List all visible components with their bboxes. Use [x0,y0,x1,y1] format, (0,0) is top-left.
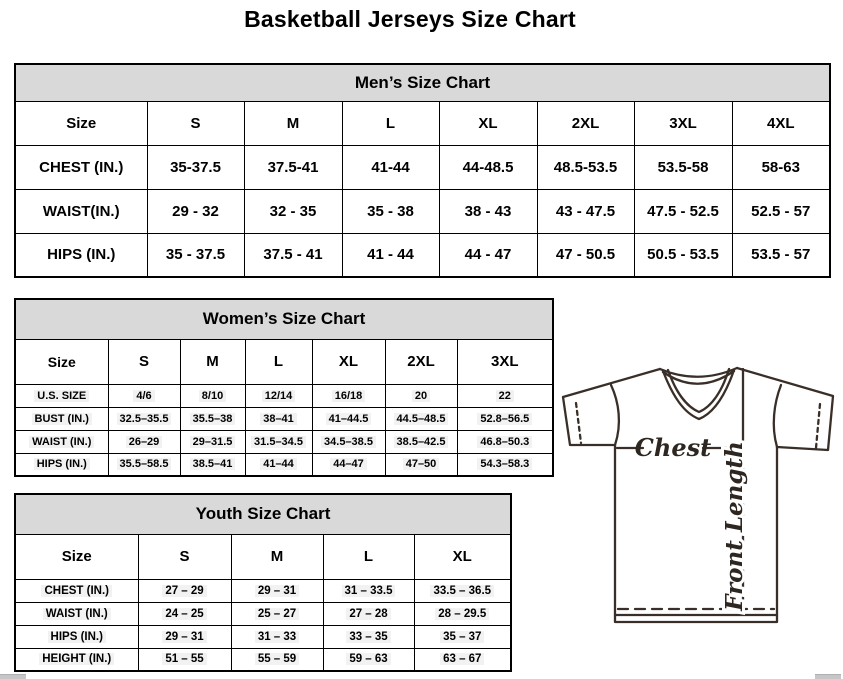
row-label: BUST (IN.) [15,407,108,430]
cell: 31 – 33.5 [323,579,414,602]
cell: 35-37.5 [147,145,244,189]
col-header: Size [15,101,147,145]
row-label: U.S. SIZE [15,384,108,407]
cell: 53.5 - 57 [732,233,830,277]
cell: 41 - 44 [342,233,439,277]
cell: 20 [385,384,457,407]
col-header: Size [15,339,108,384]
cell: 25 – 27 [231,602,323,625]
jersey-left-armhole-seam [611,385,619,445]
row-label: CHEST (IN.) [15,145,147,189]
row-label: HIPS (IN.) [15,625,138,648]
cell: 35.5–58.5 [108,453,180,476]
col-header: 2XL [385,339,457,384]
cell: 31.5–34.5 [245,430,312,453]
col-header: S [138,534,231,579]
cell: 58-63 [732,145,830,189]
cell: 59 – 63 [323,648,414,671]
mens-size-chart-table [14,63,829,276]
col-header: L [323,534,414,579]
cell: 47 - 50.5 [537,233,634,277]
cell: 29 - 32 [147,189,244,233]
cell: 63 – 67 [414,648,511,671]
col-header: S [147,101,244,145]
page-title: Basketball Jerseys Size Chart [244,6,576,32]
left-cuff-dashed-line [576,403,581,443]
cell: 48.5-53.5 [537,145,634,189]
row-label: WAIST (IN.) [15,430,108,453]
cell: 43 - 47.5 [537,189,634,233]
col-header: M [180,339,245,384]
jersey-right-armhole-seam [774,385,781,447]
col-header: L [245,339,312,384]
col-header: L [342,101,439,145]
cell: 55 – 59 [231,648,323,671]
cell: 27 – 28 [323,602,414,625]
col-header: Size [15,534,138,579]
col-header: M [244,101,342,145]
cell: 46.8–50.3 [457,430,553,453]
cell: 24 – 25 [138,602,231,625]
row-label: CHEST (IN.) [15,579,138,602]
table-title: Women’s Size Chart [15,299,553,339]
right-cuff-dashed-line [816,404,820,448]
cell: 53.5-58 [634,145,732,189]
jersey-right-sleeve [737,368,833,450]
cell: 38 - 43 [439,189,537,233]
table-title: Youth Size Chart [15,494,511,534]
cell: 22 [457,384,553,407]
cell: 28 – 29.5 [414,602,511,625]
cell: 4/6 [108,384,180,407]
cell: 47.5 - 52.5 [634,189,732,233]
row-label: HIPS (IN.) [15,453,108,476]
col-header: 2XL [537,101,634,145]
col-header: XL [439,101,537,145]
cell: 37.5-41 [244,145,342,189]
cell: 29 – 31 [231,579,323,602]
cell: 44 - 47 [439,233,537,277]
cell: 41-44 [342,145,439,189]
cell: 33.5 – 36.5 [414,579,511,602]
cell: 50.5 - 53.5 [634,233,732,277]
cell: 29 – 31 [138,625,231,648]
cell: 52.5 - 57 [732,189,830,233]
cell: 32 - 35 [244,189,342,233]
col-header: 3XL [457,339,553,384]
cell: 34.5–38.5 [312,430,385,453]
jersey-measurement-diagram [552,358,843,630]
cell: 38–41 [245,407,312,430]
cell: 44.5–48.5 [385,407,457,430]
cell: 38.5–41 [180,453,245,476]
cell: 35 – 37 [414,625,511,648]
cell: 41–44.5 [312,407,385,430]
col-header: M [231,534,323,579]
cell: 29–31.5 [180,430,245,453]
front-length-label: Front Length [721,441,748,611]
jersey-body-outline [615,445,777,622]
cell: 44–47 [312,453,385,476]
cell: 35 - 38 [342,189,439,233]
womens-size-chart-table [14,298,552,475]
cell: 26–29 [108,430,180,453]
cell: 8/10 [180,384,245,407]
col-header: 3XL [634,101,732,145]
cell: 27 – 29 [138,579,231,602]
col-header: S [108,339,180,384]
cell: 44-48.5 [439,145,537,189]
youth-size-chart-table [14,493,510,670]
chest-label: Chest [634,433,712,462]
cell: 51 – 55 [138,648,231,671]
col-header: 4XL [732,101,830,145]
cell: 12/14 [245,384,312,407]
col-header: XL [414,534,511,579]
scrollbar-left-button[interactable] [0,674,26,679]
row-label: WAIST (IN.) [15,602,138,625]
col-header: XL [312,339,385,384]
table-title: Men’s Size Chart [15,64,830,101]
cell: 54.3–58.3 [457,453,553,476]
cell: 35 - 37.5 [147,233,244,277]
row-label: WAIST(IN.) [15,189,147,233]
cell: 37.5 - 41 [244,233,342,277]
cell: 32.5–35.5 [108,407,180,430]
cell: 47–50 [385,453,457,476]
row-label: HEIGHT (IN.) [15,648,138,671]
cell: 31 – 33 [231,625,323,648]
row-label: HIPS (IN.) [15,233,147,277]
cell: 41–44 [245,453,312,476]
cell: 33 – 35 [323,625,414,648]
cell: 35.5–38 [180,407,245,430]
cell: 16/18 [312,384,385,407]
cell: 38.5–42.5 [385,430,457,453]
cell: 52.8–56.5 [457,407,553,430]
scrollbar-right-button[interactable] [815,674,841,679]
